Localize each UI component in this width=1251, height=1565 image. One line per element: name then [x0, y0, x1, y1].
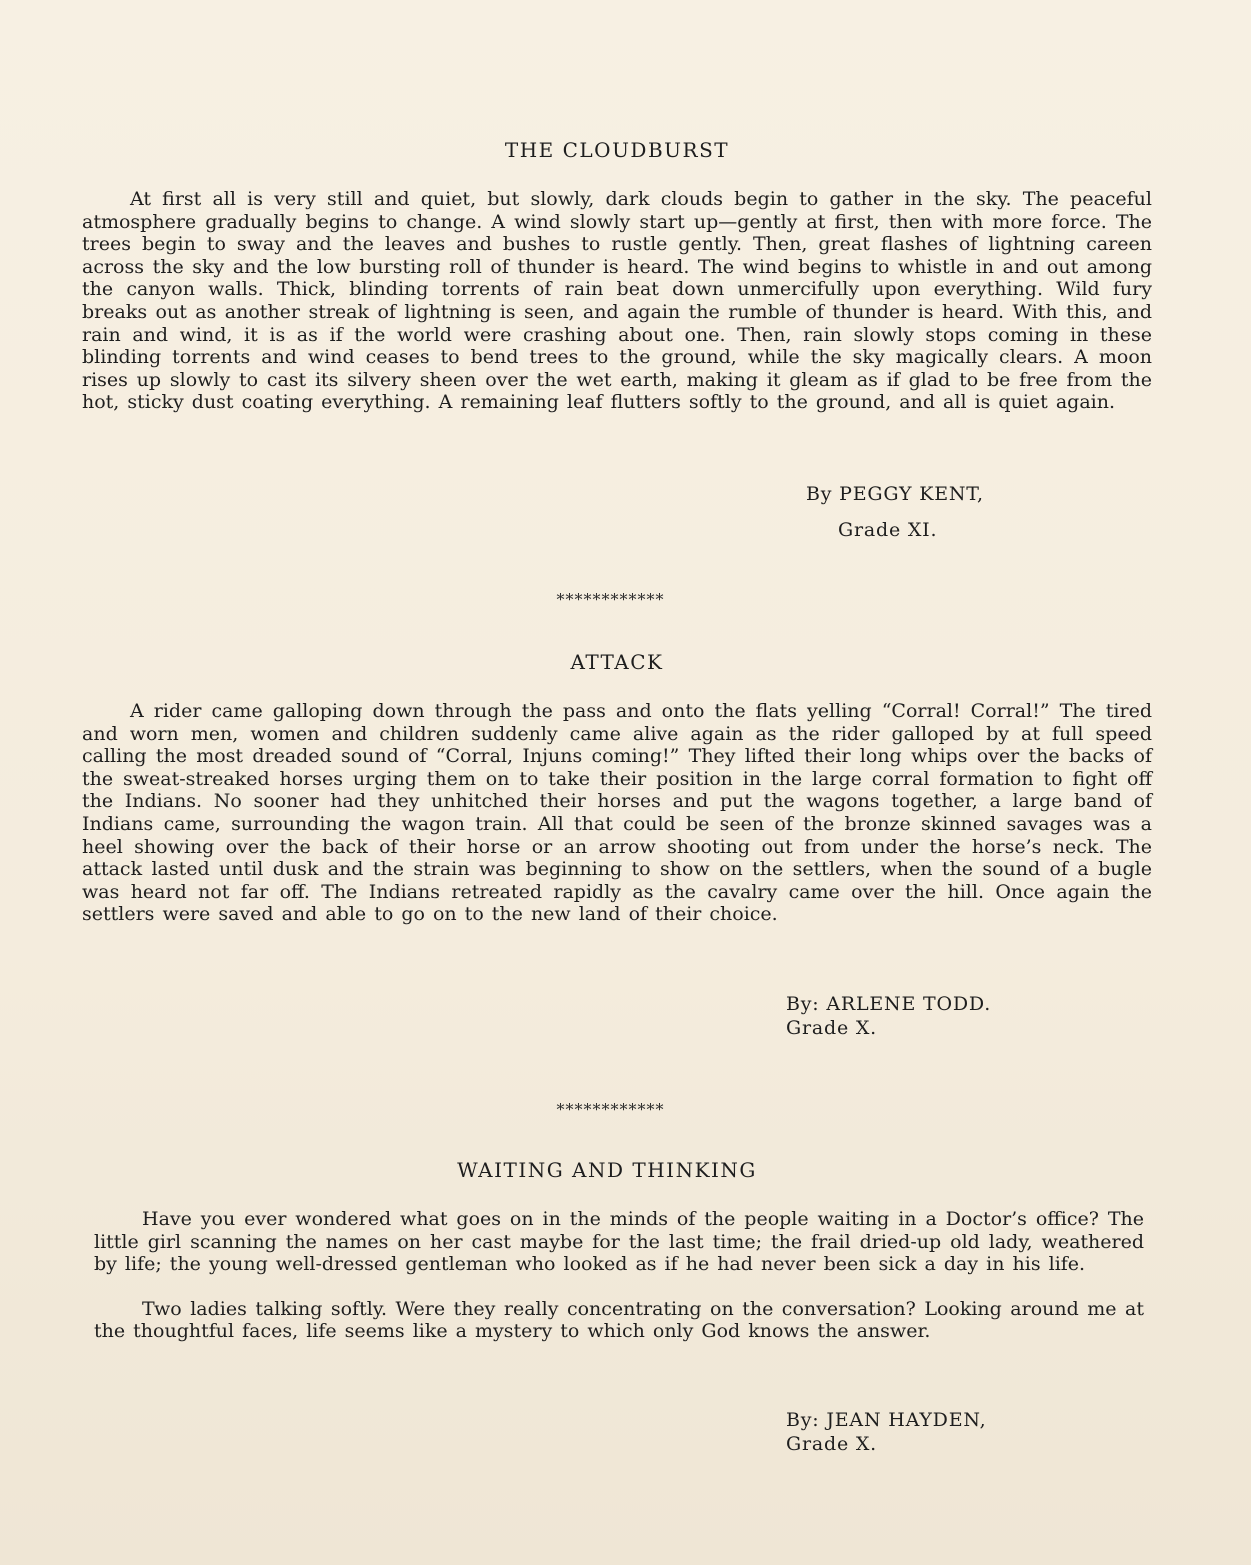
- section-separator: ************: [556, 590, 665, 609]
- byline-cloudburst: [806, 482, 984, 542]
- story-cloudburst: [82, 138, 1152, 414]
- story-paragraph: A rider came galloping down through the pass and onto the flats yelling “Corral! Corral!” The tired and worn men, women and children suddenly came alive again as the rider galloped by at full speed calling the most dreaded sound of “Corral, Injuns coming!” They lifted their long whips over the backs of the sweat-streaked horses urging them on to take their position in the large corral formation to fight off the Indians. No sooner had they unhitched their horses and put the wagons together, a large band of Indians came, surrounding the wagon train. All that could be seen of the bronze skinned savages was a heel showing over the back of their horse or an arrow shooting out from under the horse’s neck. The attack lasted until dusk and the strain was beginning to show on the settlers, when the sound of a bugle was heard not far off. The Indians retreated rapidly as the cavalry came over the hill. Once again the settlers were saved and able to go on to the new land of their choice.: [82, 700, 1152, 926]
- story-title: ATTACK: [570, 650, 664, 674]
- author-name: By: ARLENE TODD.: [786, 993, 992, 1015]
- author-grade: Grade XI.: [838, 519, 938, 541]
- story-title: THE CLOUDBURST: [504, 138, 730, 162]
- byline-attack: [786, 992, 991, 1040]
- author-name: By PEGGY KENT,: [806, 483, 984, 505]
- story-paragraph: At first all is very still and quiet, but slowly, dark clouds begin to gather in the sky. The peaceful atmosphere gradually begins to change. A wind slowly start up—gently at first, then with more force. The trees begin to sway and the leaves and bushes to rustle gently. Then, great flashes of lightning careen across the sky and the low bursting roll of thunder is heard. The wind begins to whistle in and out among the canyon walls. Thick, blinding torrents of rain beat down unmercifully upon everything. Wild fury breaks out as another streak of lightning is seen, and again the rumble of thunder is heard. With this, and rain and wind, it is as if the world were crashing about one. Then, rain slowly stops coming in these blinding torrents and wind ceases to bend trees to the ground, while the sky magically clears. A moon rises up slowly to cast its silvery sheen over the wet earth, making it gleam as if glad to be free from the hot, sticky dust coating everything. A remaining leaf flutters softly to the ground, and all is quiet again.: [82, 188, 1152, 414]
- byline-waiting-and-thinking: [786, 1408, 986, 1456]
- author-grade: Grade X.: [786, 1017, 877, 1039]
- story-waiting-and-thinking: [94, 1158, 1144, 1343]
- story-paragraph: Two ladies talking softly. Were they really concentrating on the conversation? Looking around me at the thoughtful faces, life seems like a mystery to which only God knows the answer.: [94, 1297, 1144, 1343]
- author-grade: Grade X.: [786, 1433, 877, 1455]
- story-paragraph: Have you ever wondered what goes on in the minds of the people waiting in a Doctor’s office? The little girl scanning the names on her cast maybe for the last time; the frail dried-up old lady, weathered by life; the young well-dressed gentleman who looked as if he had never been sick a day in his life.: [94, 1208, 1144, 1276]
- author-name: By: JEAN HAYDEN,: [786, 1409, 987, 1431]
- section-separator: ************: [556, 1100, 665, 1119]
- story-title: WAITING AND THINKING: [457, 1158, 757, 1182]
- story-attack: [82, 650, 1152, 926]
